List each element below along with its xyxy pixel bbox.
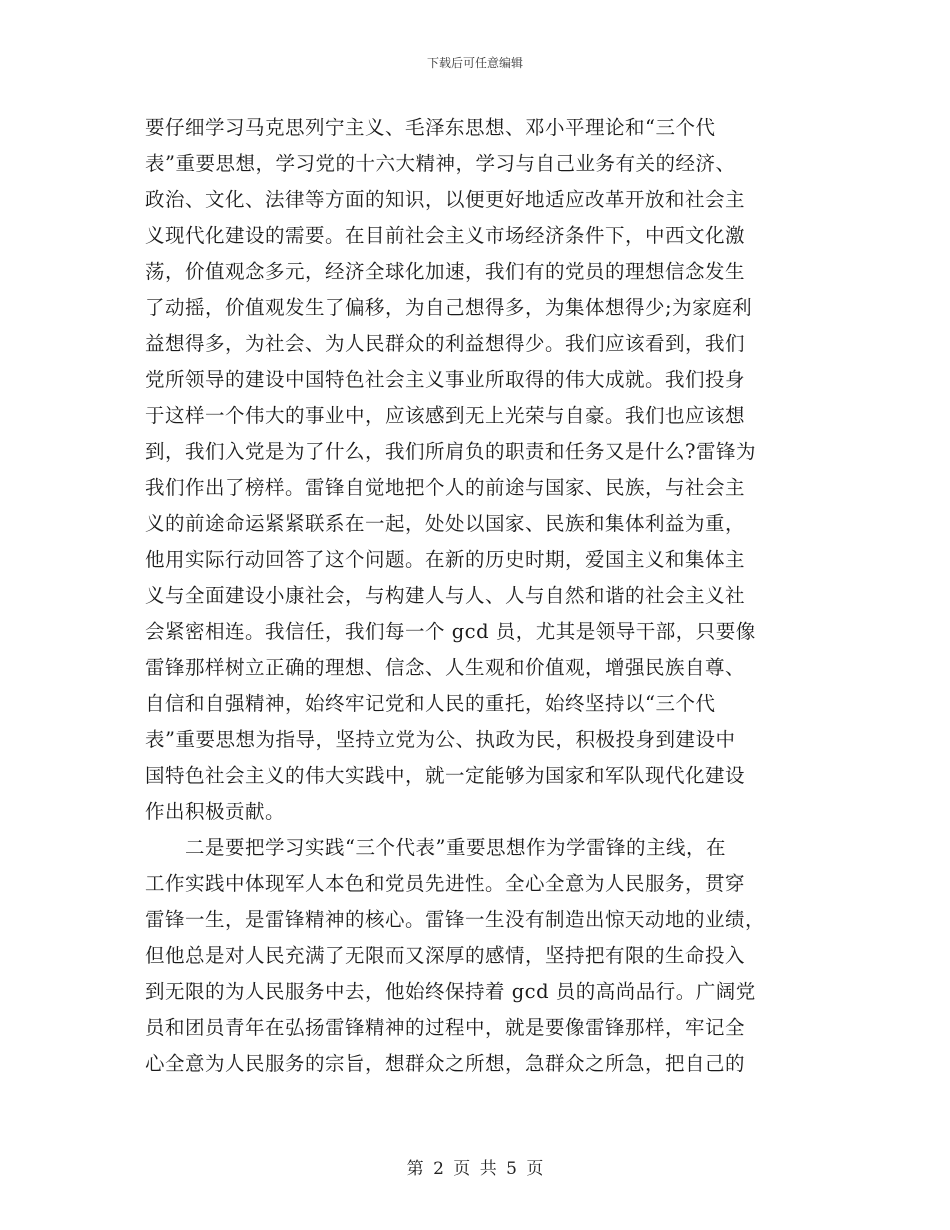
text-line: 雷锋那样树立正确的理想、信念、人生观和价值观，增强民族自尊、 [145,656,746,679]
text-line: 表”重要思想，学习党的十六大精神，学习与自己业务有关的经济、 [145,152,736,175]
page-footer: 第 2 页 共 5 页 [406,1159,544,1179]
text-line: 政治、文化、法律等方面的知识，以便更好地适应改革开放和社会主 [145,188,746,211]
text-line: 但他总是对人民充满了无限而又深厚的感情，坚持把有限的生命投入 [145,944,746,967]
text-line: 雷锋一生，是雷锋精神的核心。雷锋一生没有制造出惊天动地的业绩， [145,908,766,931]
text-line: 心全意为人民服务的宗旨，想群众之所想，急群众之所急，把自己的 [145,1052,746,1075]
text-line: 二是要把学习实践“三个代表”重要思想作为学雷锋的主线，在 [145,836,726,859]
text-line: 党所领导的建设中国特色社会主义事业所取得的伟大成就。我们投身 [145,368,746,391]
text-line: 益想得多，为社会、为人民群众的利益想得少。我们应该看到，我们 [145,332,746,355]
text-line: 义的前途命运紧紧联系在一起，处处以国家、民族和集体利益为重， [145,512,746,535]
text-line: 了动摇，价值观发生了偏移，为自己想得多，为集体想得少;为家庭利 [145,296,753,319]
text-line: 义与全面建设小康社会，与构建人与人、人与自然和谐的社会主义社 [145,584,746,607]
text-line: 他用实际行动回答了这个问题。在新的历史时期，爱国主义和集体主 [145,548,746,571]
text-line: 国特色社会主义的伟大实践中，就一定能够为国家和军队现代化建设 [145,764,746,787]
text-line: 荡，价值观念多元，经济全球化加速，我们有的党员的理想信念发生 [145,260,746,283]
text-line: 工作实践中体现军人本色和党员先进性。全心全意为人民服务，贯穿 [145,872,746,895]
text-line: 到，我们入党是为了什么，我们所肩负的职责和任务又是什么?雷锋为 [145,440,756,463]
text-line: 自信和自强精神，始终牢记党和人民的重托，始终坚持以“三个代 [145,692,716,715]
page-header: 下载后可任意编辑 [426,56,523,70]
text-line: 员和团员青年在弘扬雷锋精神的过程中，就是要像雷锋那样，牢记全 [145,1016,746,1039]
text-line: 我们作出了榜样。雷锋自觉地把个人的前途与国家、民族，与社会主 [145,476,746,499]
text-line: 义现代化建设的需要。在目前社会主义市场经济条件下，中西文化激 [145,224,746,247]
text-line: 会紧密相连。我信任，我们每一个 gcd 员，尤其是领导干部，只要像 [145,620,756,643]
text-line: 到无限的为人民服务中去，他始终保持着 gcd 员的高尚品行。广阔党 [145,980,756,1003]
text-line: 表”重要思想为指导，坚持立党为公、执政为民，积极投身到建设中 [145,728,736,751]
text-line: 作出积极贡献。 [145,800,286,823]
body-text [145,110,805,1082]
text-line: 于这样一个伟大的事业中，应该感到无上光荣与自豪。我们也应该想 [145,404,746,427]
text-line: 要仔细学习马克思列宁主义、毛泽东思想、邓小平理论和“三个代 [145,116,716,139]
